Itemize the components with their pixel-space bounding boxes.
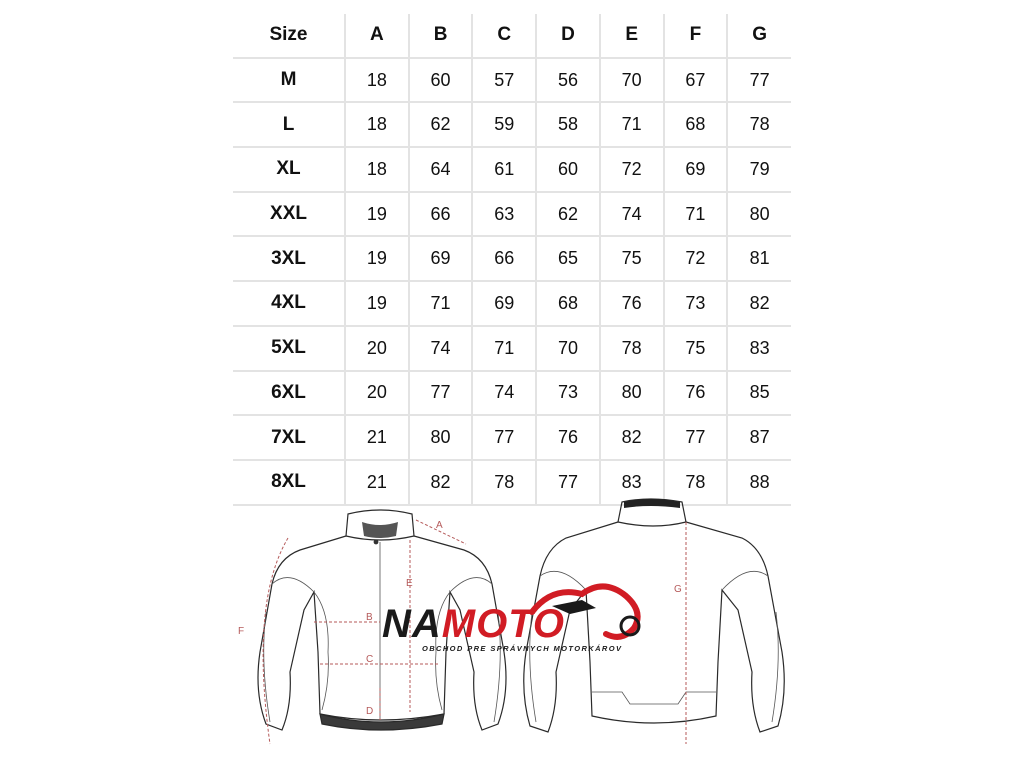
measure-cell: 78 (664, 460, 728, 505)
measure-cell: 87 (727, 415, 791, 460)
measure-cell: 73 (536, 371, 600, 416)
table-row (233, 58, 791, 103)
size-chart-table (233, 14, 791, 506)
measure-cell: 70 (536, 326, 600, 371)
size-cell: M (233, 58, 345, 103)
namoto-logo (382, 576, 647, 656)
measure-cell: 65 (536, 236, 600, 281)
table-row (233, 371, 791, 416)
table-row (233, 236, 791, 281)
measure-cell: 69 (409, 236, 473, 281)
measure-cell: 77 (536, 460, 600, 505)
measure-cell: 19 (345, 192, 409, 237)
header-g: G (727, 14, 791, 58)
measure-cell: 82 (600, 415, 664, 460)
measure-cell: 76 (536, 415, 600, 460)
measure-cell: 75 (600, 236, 664, 281)
measure-cell: 71 (409, 281, 473, 326)
measure-cell: 79 (727, 147, 791, 192)
measure-cell: 75 (664, 326, 728, 371)
measure-cell: 69 (664, 147, 728, 192)
measure-cell: 73 (664, 281, 728, 326)
logo-wordmark (382, 604, 565, 644)
measure-cell: 20 (345, 371, 409, 416)
measure-cell: 58 (536, 102, 600, 147)
measure-cell: 21 (345, 415, 409, 460)
measure-label-f: F (238, 626, 245, 637)
table-header-row (233, 14, 791, 58)
size-cell: 3XL (233, 236, 345, 281)
measure-cell: 64 (409, 147, 473, 192)
measure-cell: 83 (727, 326, 791, 371)
header-e: E (600, 14, 664, 58)
size-cell: 6XL (233, 371, 345, 416)
size-cell: L (233, 102, 345, 147)
measure-label-a: A (436, 520, 443, 531)
measure-cell: 77 (664, 415, 728, 460)
size-cell: XXL (233, 192, 345, 237)
measure-cell: 63 (472, 192, 536, 237)
measure-cell: 77 (727, 58, 791, 103)
logo-text-na: NA (382, 602, 442, 646)
measure-cell: 19 (345, 236, 409, 281)
measure-cell: 74 (472, 371, 536, 416)
logo-tagline: OBCHOD PRE SPRÁVNYCH MOTORKÁROV (422, 644, 623, 653)
measure-cell: 77 (472, 415, 536, 460)
measure-cell: 71 (600, 102, 664, 147)
measure-cell: 62 (536, 192, 600, 237)
measure-label-c: C (366, 654, 374, 665)
header-size: Size (233, 14, 345, 58)
table-row (233, 281, 791, 326)
measure-cell: 60 (536, 147, 600, 192)
measure-cell: 18 (345, 58, 409, 103)
measure-cell: 74 (600, 192, 664, 237)
measure-cell: 66 (472, 236, 536, 281)
measure-label-d: D (366, 706, 374, 717)
measure-cell: 69 (472, 281, 536, 326)
measure-cell: 70 (600, 58, 664, 103)
size-cell: 5XL (233, 326, 345, 371)
size-cell: 7XL (233, 415, 345, 460)
size-cell: 8XL (233, 460, 345, 505)
table-row (233, 326, 791, 371)
header-a: A (345, 14, 409, 58)
measure-cell: 80 (727, 192, 791, 237)
logo-text-moto: MOTO (441, 602, 566, 646)
table-row (233, 192, 791, 237)
measure-cell: 80 (600, 371, 664, 416)
measure-cell: 59 (472, 102, 536, 147)
measure-cell: 67 (664, 58, 728, 103)
measure-label-g: G (674, 584, 682, 595)
measure-cell: 77 (409, 371, 473, 416)
measure-cell: 72 (664, 236, 728, 281)
measure-label-e: E (406, 578, 413, 589)
header-d: D (536, 14, 600, 58)
measure-cell: 21 (345, 460, 409, 505)
size-cell: XL (233, 147, 345, 192)
measure-cell: 18 (345, 147, 409, 192)
header-b: B (409, 14, 473, 58)
measure-cell: 78 (600, 326, 664, 371)
measure-cell: 62 (409, 102, 473, 147)
measure-cell: 57 (472, 58, 536, 103)
measure-cell: 82 (727, 281, 791, 326)
measure-cell: 78 (472, 460, 536, 505)
measure-cell: 68 (536, 281, 600, 326)
header-f: F (664, 14, 728, 58)
header-c: C (472, 14, 536, 58)
measure-cell: 76 (600, 281, 664, 326)
measure-cell: 81 (727, 236, 791, 281)
measure-cell: 76 (664, 371, 728, 416)
measure-cell: 19 (345, 281, 409, 326)
measure-cell: 56 (536, 58, 600, 103)
measure-cell: 60 (409, 58, 473, 103)
measure-cell: 78 (727, 102, 791, 147)
measure-cell: 74 (409, 326, 473, 371)
size-cell: 4XL (233, 281, 345, 326)
table-body (233, 58, 791, 505)
measure-cell: 18 (345, 102, 409, 147)
measure-cell: 80 (409, 415, 473, 460)
measure-cell: 68 (664, 102, 728, 147)
measure-cell: 66 (409, 192, 473, 237)
measure-cell: 71 (664, 192, 728, 237)
measure-cell: 88 (727, 460, 791, 505)
measure-cell: 82 (409, 460, 473, 505)
measure-cell: 72 (600, 147, 664, 192)
measure-cell: 61 (472, 147, 536, 192)
measure-cell: 85 (727, 371, 791, 416)
measure-cell: 20 (345, 326, 409, 371)
measure-label-b: B (366, 612, 373, 623)
table-row (233, 147, 791, 192)
measure-cell: 83 (600, 460, 664, 505)
table-row (233, 415, 791, 460)
table-row (233, 102, 791, 147)
measure-cell: 71 (472, 326, 536, 371)
